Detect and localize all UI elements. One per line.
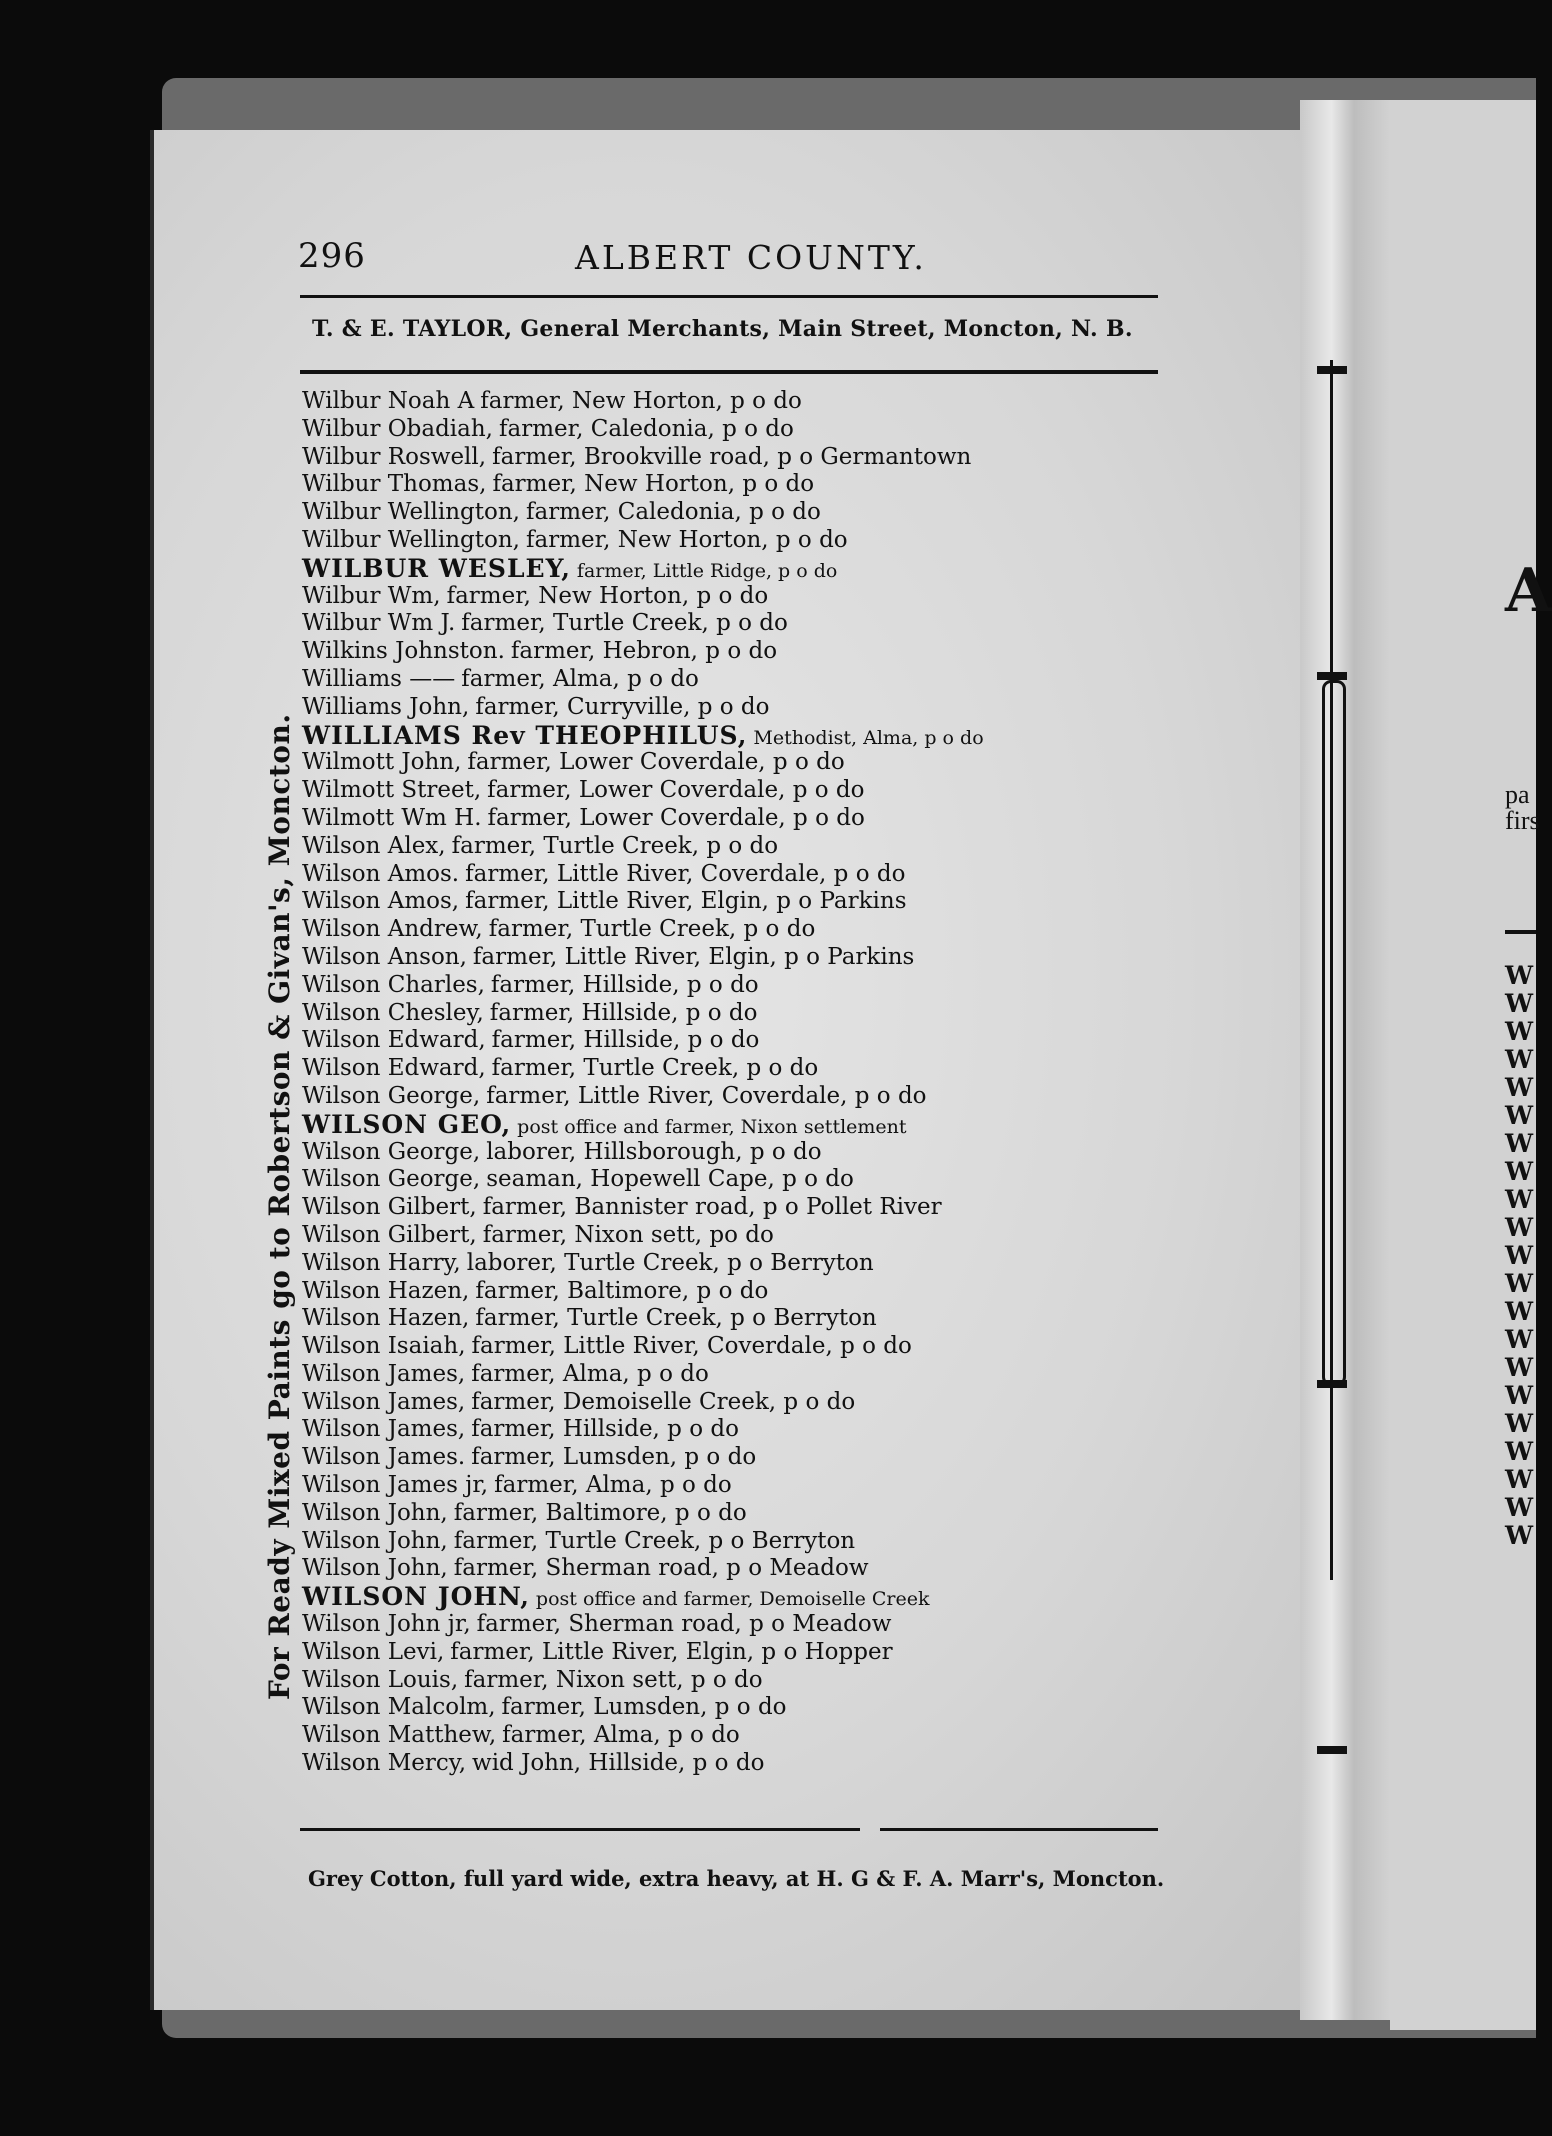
directory-entry (302, 388, 1182, 416)
directory-entry (302, 444, 1182, 472)
directory-entry (302, 1333, 1182, 1361)
entry-detail: farmer, Baltimore, p o do (475, 1277, 769, 1304)
facing-page-column (1505, 962, 1533, 1550)
entry-name: Wilson Gilbert, (302, 1221, 477, 1248)
entry-detail: Methodist, Alma, p o do (753, 726, 984, 749)
entry-detail: farmer, Caledonia, p o do (499, 415, 794, 442)
directory-entry (302, 1000, 1182, 1028)
entry-detail: farmer, Turtle Creek, p o do (491, 1055, 819, 1082)
entry-detail: farmer, New Horton, p o do (480, 388, 802, 414)
entry-detail: farmer, Bannister road, p o Pollet River (482, 1194, 942, 1221)
entry-detail: farmer, Lumsden, p o do (471, 1444, 757, 1471)
entry-detail: farmer, Lower Coverdale, p o do (487, 777, 865, 804)
directory-entry (302, 499, 1182, 527)
facing-page-letter: W (1505, 1521, 1534, 1550)
directory-entry (302, 1361, 1182, 1389)
entry-detail: farmer, Lower Coverdale, p o do (487, 804, 865, 831)
entry-name: Wilson James jr, (302, 1472, 489, 1499)
directory-entry (302, 1528, 1182, 1556)
facing-page-letter: W (1505, 1185, 1534, 1214)
facing-page-letter: W (1505, 1437, 1534, 1466)
directory-entry (302, 1694, 1182, 1722)
entry-name: Wilson James, (302, 1388, 466, 1415)
entry-name: WILLIAMS Rev THEOPHILUS, (302, 720, 748, 750)
entry-detail: farmer, Turtle Creek, p o do (488, 916, 816, 943)
entry-name: Wilmott Street, (302, 777, 482, 804)
directory-entry (302, 1305, 1182, 1333)
directory-entry (302, 972, 1182, 1000)
entry-detail: farmer, New Horton, p o do (446, 582, 769, 609)
entry-name: Wilkins Johnston. (302, 638, 505, 665)
entry-detail: farmer, Baltimore, p o do (453, 1499, 747, 1526)
entry-name: Williams John, (302, 693, 470, 720)
facing-page-letter: W (1505, 1325, 1534, 1354)
directory-entry (302, 1444, 1182, 1472)
entry-name: Wilson Edward, (302, 1027, 486, 1054)
directory-entry (302, 527, 1182, 555)
side-advertisement: For Ready Mixed Paints go to Robertson & Givan's, Moncton. (263, 713, 296, 1700)
directory-entry (302, 1583, 1182, 1611)
directory-entry (302, 1667, 1182, 1695)
facing-page-letter: W (1505, 1493, 1534, 1522)
facing-page-letter: W (1505, 1073, 1534, 1102)
entry-detail: farmer, Demoiselle Creek, p o do (471, 1388, 856, 1415)
entry-name: Wilson Hazen, (302, 1305, 470, 1332)
entry-detail: farmer, Hillside, p o do (490, 971, 759, 998)
entry-detail: farmer, Sherman road, p o Meadow (453, 1555, 869, 1582)
directory-entry (302, 861, 1182, 889)
entry-name: Wilson George, (302, 1082, 481, 1109)
footer-rule (300, 1828, 860, 1831)
binding-stitch (1317, 672, 1347, 680)
entry-detail: farmer, Brookville road, p o Germantown (492, 443, 972, 470)
entry-name: Wilson Andrew, (302, 916, 483, 943)
entry-name: Wilson Isaiah, (302, 1333, 466, 1360)
entry-name: Wilson James, (302, 1416, 466, 1443)
entry-name: Williams —— (302, 665, 456, 692)
directory-entry (302, 666, 1182, 694)
entry-detail: farmer, Little River, Coverdale, p o do (486, 1082, 927, 1109)
entry-name: WILSON JOHN, (302, 1582, 530, 1612)
entry-name: Wilson James, (302, 1360, 466, 1387)
entry-name: Wilbur Roswell, (302, 443, 487, 470)
header-rule (300, 295, 1158, 298)
entry-detail: farmer, Little River, Coverdale, p o do (465, 860, 906, 887)
binding-stitch (1317, 366, 1347, 374)
directory-entry (302, 694, 1182, 722)
entry-name: Wilson Amos. (302, 860, 460, 887)
entry-name: Wilson Alex, (302, 832, 446, 859)
footer-rule (880, 1828, 1158, 1831)
facing-page-letter: W (1505, 1381, 1534, 1410)
entry-name: Wilson Malcolm, (302, 1694, 496, 1721)
header-rule (300, 370, 1158, 374)
entry-name: Wilbur Obadiah, (302, 415, 493, 442)
entry-detail: farmer, Turtle Creek, p o do (461, 610, 788, 637)
directory-entry (302, 1027, 1182, 1055)
facing-page-letter: W (1505, 1213, 1534, 1242)
entry-name: Wilson Amos, (302, 888, 460, 915)
entry-detail: farmer, Hillside, p o do (491, 1027, 760, 1054)
directory-entry (302, 555, 1182, 583)
entry-detail: post office and farmer, Nixon settlement (517, 1115, 907, 1138)
directory-entry (302, 1055, 1182, 1083)
entry-name: WILBUR WESLEY, (302, 553, 571, 583)
entry-name: Wilmott Wm H. (302, 804, 482, 831)
directory-entry (302, 888, 1182, 916)
directory-entry (302, 1722, 1182, 1750)
entry-detail: farmer, Turtle Creek, p o Berryton (475, 1305, 877, 1332)
entry-detail: laborer, Hillsborough, p o do (486, 1138, 822, 1165)
facing-page-letter: W (1505, 1241, 1534, 1270)
entry-name: Wilson Matthew, (302, 1722, 497, 1749)
entry-name: Wilson Anson, (302, 943, 467, 970)
entry-detail: farmer, Alma, p o do (502, 1722, 740, 1749)
directory-entry (302, 1278, 1182, 1306)
entry-detail: farmer, Curryville, p o do (475, 693, 770, 720)
entry-detail: farmer, Turtle Creek, p o Berryton (453, 1527, 856, 1554)
entry-detail: farmer, Little River, Elgin, p o Parkins (472, 943, 915, 970)
facing-page-letter: W (1505, 1129, 1534, 1158)
facing-page-fragment: pa (1505, 780, 1530, 809)
entry-name: Wilson Mercy, (302, 1750, 467, 1777)
directory-listing (302, 388, 1182, 1778)
directory-entry (302, 1500, 1182, 1528)
entry-detail: farmer, Little Ridge, p o do (576, 559, 838, 582)
entry-name: Wilmott John, (302, 749, 462, 776)
directory-entry (302, 583, 1182, 611)
entry-name: Wilbur Wm, (302, 582, 441, 609)
directory-entry (302, 610, 1182, 638)
entry-detail: seaman, Hopewell Cape, p o do (486, 1166, 854, 1193)
entry-detail: farmer, Little River, Coverdale, p o do (471, 1333, 912, 1360)
entry-name: Wilson Hazen, (302, 1277, 470, 1304)
directory-entry (302, 1166, 1182, 1194)
directory-entry (302, 916, 1182, 944)
entry-name: Wilbur Wm J. (302, 610, 456, 637)
entry-detail: post office and farmer, Demoiselle Creek (535, 1588, 930, 1611)
directory-entry (302, 1139, 1182, 1167)
bottom-advertisement: Grey Cotton, full yard wide, extra heavy, at H. G & F. A. Marr's, Moncton. (308, 1866, 1165, 1891)
entry-name: Wilson Chesley, (302, 999, 484, 1026)
entry-name: Wilbur Wellington, (302, 526, 520, 553)
running-head: ALBERT COUNTY. (575, 238, 927, 277)
facing-page-letter: W (1505, 1157, 1534, 1186)
entry-detail: farmer, New Horton, p o do (525, 526, 848, 553)
binding-loop (1322, 680, 1346, 1386)
binding-stitch (1317, 1746, 1347, 1754)
entry-name: Wilson George, (302, 1166, 481, 1193)
entry-detail: farmer, Nixon sett, p o do (464, 1666, 763, 1693)
facing-page-rule (1505, 930, 1536, 934)
facing-page-letter: W (1505, 1045, 1534, 1074)
facing-page-letter: W (1505, 1409, 1534, 1438)
entry-detail: farmer, Alma, p o do (494, 1472, 732, 1499)
entry-detail: laborer, Turtle Creek, p o Berryton (466, 1249, 874, 1276)
entry-name: Wilson John, (302, 1499, 448, 1526)
directory-entry (302, 1389, 1182, 1417)
directory-entry (302, 1555, 1182, 1583)
entry-detail: farmer, Little River, Elgin, p o Parkins (465, 888, 907, 915)
entry-name: Wilson George, (302, 1138, 481, 1165)
entry-detail: farmer, Nixon sett, po do (482, 1221, 774, 1248)
entry-name: Wilson Harry, (302, 1249, 461, 1276)
directory-entry (302, 1416, 1182, 1444)
entry-name: Wilbur Thomas, (302, 471, 487, 498)
entry-detail: farmer, Lumsden, p o do (501, 1694, 787, 1721)
directory-entry (302, 1639, 1182, 1667)
directory-entry (302, 833, 1182, 861)
entry-name: Wilson John, (302, 1555, 448, 1582)
entry-name: Wilbur Noah A (302, 388, 475, 414)
facing-page-letter: W (1505, 1465, 1534, 1494)
directory-entry (302, 1194, 1182, 1222)
entry-detail: farmer, New Horton, p o do (492, 471, 815, 498)
directory-entry (302, 1750, 1182, 1778)
directory-entry (302, 1111, 1182, 1139)
facing-page-fragment: firs (1505, 806, 1540, 835)
entry-name: WILSON GEO, (302, 1109, 512, 1139)
entry-name: Wilson Edward, (302, 1055, 486, 1082)
entry-detail: farmer, Little River, Elgin, p o Hopper (450, 1638, 893, 1665)
entry-detail: wid John, Hillside, p o do (472, 1750, 765, 1777)
facing-page-letter: W (1505, 989, 1534, 1018)
entry-detail: farmer, Alma, p o do (471, 1360, 709, 1387)
directory-entry (302, 749, 1182, 777)
directory-entry (302, 805, 1182, 833)
directory-entry (302, 1611, 1182, 1639)
facing-page-letter: W (1505, 961, 1534, 990)
directory-entry (302, 1222, 1182, 1250)
directory-entry (302, 1083, 1182, 1111)
entry-name: Wilbur Wellington, (302, 499, 520, 526)
entry-detail: farmer, Hebron, p o do (510, 638, 778, 665)
facing-page-letter: W (1505, 1269, 1534, 1298)
facing-page-letter: W (1505, 1297, 1534, 1326)
facing-page-letter: W (1505, 1101, 1534, 1130)
page-number: 296 (298, 236, 366, 276)
entry-detail: farmer, Alma, p o do (461, 665, 699, 692)
directory-entry (302, 944, 1182, 972)
entry-detail: farmer, Caledonia, p o do (525, 499, 821, 526)
entry-name: Wilson Gilbert, (302, 1194, 477, 1221)
top-advertisement: T. & E. TAYLOR, General Merchants, Main Street, Moncton, N. B. (312, 316, 1133, 342)
entry-detail: farmer, Lower Coverdale, p o do (467, 749, 845, 776)
facing-page-letter: W (1505, 1353, 1534, 1382)
entry-name: Wilson Levi, (302, 1638, 445, 1665)
entry-detail: farmer, Hillside, p o do (471, 1416, 739, 1443)
entry-detail: farmer, Turtle Creek, p o do (451, 832, 779, 859)
entry-name: Wilson Charles, (302, 971, 485, 998)
facing-page-initial: A (1505, 556, 1552, 626)
directory-entry (302, 471, 1182, 499)
entry-detail: farmer, Sherman road, p o Meadow (476, 1611, 892, 1638)
directory-entry (302, 1250, 1182, 1278)
entry-detail: farmer, Hillside, p o do (489, 999, 758, 1026)
entry-name: Wilson James. (302, 1444, 466, 1471)
directory-entry (302, 1472, 1182, 1500)
directory-entry (302, 416, 1182, 444)
directory-entry (302, 638, 1182, 666)
entry-name: Wilson John, (302, 1527, 448, 1554)
directory-entry (302, 722, 1182, 750)
entry-name: Wilson John jr, (302, 1611, 471, 1638)
entry-name: Wilson Louis, (302, 1666, 459, 1693)
directory-entry (302, 777, 1182, 805)
facing-page-letter: W (1505, 1017, 1534, 1046)
